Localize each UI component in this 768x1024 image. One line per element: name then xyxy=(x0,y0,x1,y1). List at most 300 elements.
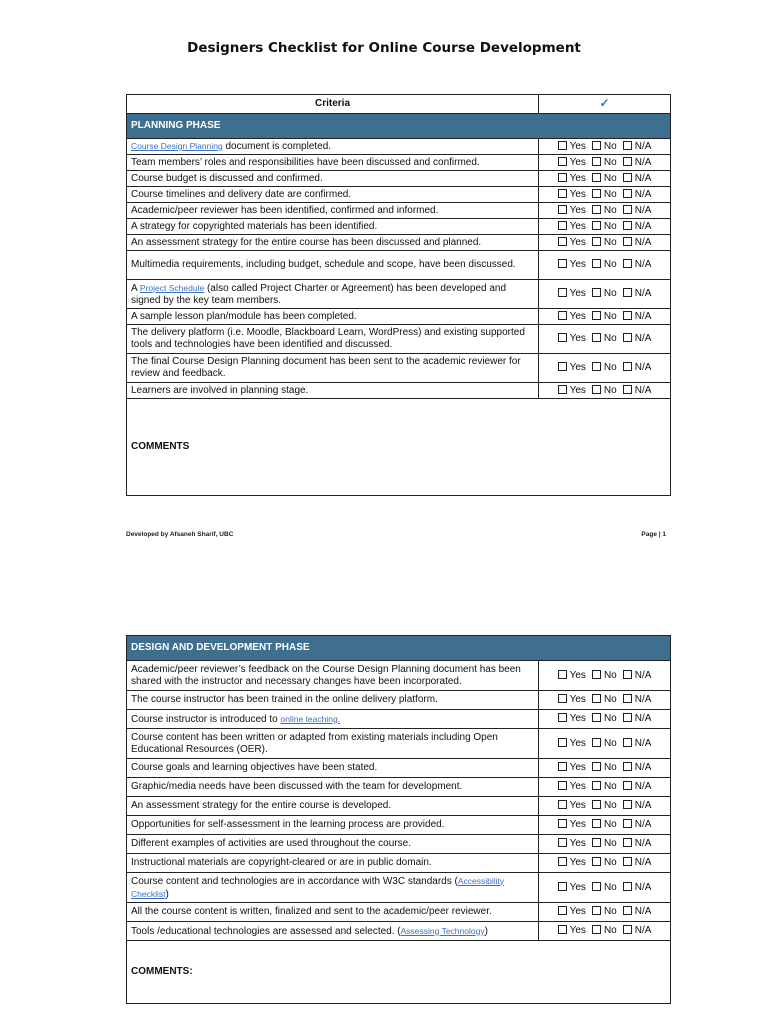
criterion-part: The final Course Design Planning document has been sent to the academic reviewer for review and feedback. xyxy=(131,356,521,379)
option-label: Yes xyxy=(569,925,586,936)
option-label: No xyxy=(603,762,617,773)
checkbox-icon[interactable] xyxy=(592,738,601,747)
criterion-part: The course instructor has been trained in the online delivery platform. xyxy=(131,694,438,705)
checkbox-icon[interactable] xyxy=(558,882,567,891)
checkbox-icon[interactable] xyxy=(558,925,567,934)
option-no-checkbox[interactable] xyxy=(592,385,617,396)
checkbox-icon[interactable] xyxy=(558,237,567,246)
checkbox-icon[interactable] xyxy=(558,157,567,166)
option-no-checkbox[interactable] xyxy=(592,857,617,868)
checkbox-icon[interactable] xyxy=(558,189,567,198)
option-label: N/A xyxy=(634,925,652,936)
checklist-row xyxy=(127,778,671,797)
option-no-checkbox[interactable] xyxy=(592,157,617,168)
option-no-checkbox[interactable] xyxy=(592,781,617,792)
option-yes-checkbox[interactable] xyxy=(558,738,586,749)
option-label: Yes xyxy=(569,188,586,200)
reference-link[interactable]: online teaching. xyxy=(280,713,341,724)
checkbox-icon[interactable] xyxy=(558,221,567,230)
option-no-checkbox[interactable] xyxy=(592,882,617,893)
option-label: No xyxy=(603,906,617,917)
criterion-part: Multimedia requirements, including budget, schedule and scope, have been discussed. xyxy=(131,259,516,270)
checkbox-icon[interactable] xyxy=(592,781,601,790)
option-yes-checkbox[interactable] xyxy=(558,882,586,893)
option-na-checkbox[interactable] xyxy=(623,157,652,168)
answer-options xyxy=(539,235,671,251)
option-label: Yes xyxy=(569,906,586,917)
checkbox-icon[interactable] xyxy=(558,857,567,866)
checkbox-icon[interactable] xyxy=(623,819,632,828)
checkbox-icon[interactable] xyxy=(558,362,567,371)
option-na-checkbox[interactable] xyxy=(623,333,652,344)
criterion-text xyxy=(127,139,539,155)
criterion-part: All the course content is written, finalized and sent to the academic/peer reviewer. xyxy=(131,906,492,917)
answer-options xyxy=(539,873,671,903)
checklist-row xyxy=(127,873,671,903)
checkbox-icon[interactable] xyxy=(558,288,567,297)
answer-options xyxy=(539,778,671,797)
checkmark-icon: ✓ xyxy=(599,96,610,110)
footer-author: Developed by Afsaneh Sharif, UBC xyxy=(126,531,234,538)
criterion-text xyxy=(127,354,539,383)
option-label: No xyxy=(603,384,617,396)
checkbox-icon[interactable] xyxy=(623,333,632,342)
comments-section-2 xyxy=(127,941,671,1004)
answer-options xyxy=(539,854,671,873)
option-label: No xyxy=(603,800,617,811)
option-no-checkbox[interactable] xyxy=(592,713,617,724)
option-label: Yes xyxy=(569,838,586,849)
criterion-text xyxy=(127,235,539,251)
checkbox-icon[interactable] xyxy=(592,221,601,230)
option-label: No xyxy=(603,737,617,749)
option-na-checkbox[interactable] xyxy=(623,670,652,681)
answer-options xyxy=(539,383,671,399)
option-label: Yes xyxy=(569,384,586,396)
option-na-checkbox[interactable] xyxy=(623,906,652,917)
option-na-checkbox[interactable] xyxy=(623,237,652,248)
option-no-checkbox[interactable] xyxy=(592,205,617,216)
checkbox-icon[interactable] xyxy=(623,857,632,866)
option-na-checkbox[interactable] xyxy=(623,362,652,373)
checkbox-icon[interactable] xyxy=(623,385,632,394)
option-no-checkbox[interactable] xyxy=(592,362,617,373)
checkbox-icon[interactable] xyxy=(558,694,567,703)
checkbox-icon[interactable] xyxy=(592,882,601,891)
checkbox-icon[interactable] xyxy=(623,221,632,230)
checkbox-icon[interactable] xyxy=(558,762,567,771)
checkbox-icon[interactable] xyxy=(623,205,632,214)
option-label: N/A xyxy=(634,384,652,396)
option-yes-checkbox[interactable] xyxy=(558,259,586,270)
option-label: Yes xyxy=(569,881,586,893)
criterion-text xyxy=(127,835,539,854)
checkbox-icon[interactable] xyxy=(558,311,567,320)
option-label: Yes xyxy=(569,236,586,248)
checklist-row xyxy=(127,203,671,219)
option-yes-checkbox[interactable] xyxy=(558,906,586,917)
option-label: N/A xyxy=(634,669,652,681)
checkbox-icon[interactable] xyxy=(558,800,567,809)
criterion-part: Tools /educational technologies are assessed and selected. ( xyxy=(131,925,401,937)
option-label: N/A xyxy=(634,819,652,830)
option-label: N/A xyxy=(634,838,652,849)
option-label: N/A xyxy=(634,857,652,868)
answer-options xyxy=(539,691,671,710)
checkbox-icon[interactable] xyxy=(558,385,567,394)
checkbox-icon[interactable] xyxy=(592,333,601,342)
checklist-row xyxy=(127,219,671,235)
checkbox-icon[interactable] xyxy=(592,205,601,214)
option-yes-checkbox[interactable] xyxy=(558,800,586,811)
checkbox-icon[interactable] xyxy=(592,362,601,371)
option-label: N/A xyxy=(634,156,652,168)
criterion-part: Opportunities for self-assessment in the learning process are provided. xyxy=(131,819,445,830)
option-label: N/A xyxy=(634,737,652,749)
option-label: No xyxy=(603,236,617,248)
checklist-row xyxy=(127,903,671,922)
option-yes-checkbox[interactable] xyxy=(558,221,586,232)
criterion-text xyxy=(127,171,539,187)
option-label: No xyxy=(603,259,617,270)
checkbox-icon[interactable] xyxy=(623,288,632,297)
checkbox-icon[interactable] xyxy=(558,173,567,182)
checkbox-icon[interactable] xyxy=(623,670,632,679)
reference-link[interactable]: Course Design Planning xyxy=(131,141,223,151)
option-no-checkbox[interactable] xyxy=(592,762,617,773)
checklist-row xyxy=(127,835,671,854)
option-yes-checkbox[interactable] xyxy=(558,781,586,792)
checkbox-icon[interactable] xyxy=(592,237,601,246)
checklist-row xyxy=(127,354,671,383)
checkbox-icon[interactable] xyxy=(592,259,601,268)
option-yes-checkbox[interactable] xyxy=(558,205,586,216)
answer-options xyxy=(539,171,671,187)
checkbox-icon[interactable] xyxy=(592,762,601,771)
checklist-row xyxy=(127,816,671,835)
checkbox-icon[interactable] xyxy=(623,694,632,703)
criterion-part: Course instructor is introduced to xyxy=(131,713,281,725)
option-na-checkbox[interactable] xyxy=(623,694,652,705)
option-label: N/A xyxy=(634,906,652,917)
option-no-checkbox[interactable] xyxy=(592,800,617,811)
checkbox-icon[interactable] xyxy=(592,800,601,809)
option-na-checkbox[interactable] xyxy=(623,925,652,936)
checkbox-icon[interactable] xyxy=(623,906,632,915)
checkbox-icon[interactable] xyxy=(558,838,567,847)
option-yes-checkbox[interactable] xyxy=(558,173,586,184)
checkbox-icon[interactable] xyxy=(558,906,567,915)
checkbox-icon[interactable] xyxy=(592,385,601,394)
checkbox-icon[interactable] xyxy=(558,713,567,722)
answer-options xyxy=(539,280,671,309)
checkbox-icon[interactable] xyxy=(623,800,632,809)
option-na-checkbox[interactable] xyxy=(623,189,652,200)
option-label: N/A xyxy=(634,333,652,344)
answer-options xyxy=(539,816,671,835)
checkbox-icon[interactable] xyxy=(592,288,601,297)
option-yes-checkbox[interactable] xyxy=(558,713,586,724)
option-label: Yes xyxy=(569,362,586,373)
criterion-part: A strategy for copyrighted materials has been identified. xyxy=(131,220,378,232)
comments-label: COMMENTS xyxy=(131,441,190,452)
option-no-checkbox[interactable] xyxy=(592,237,617,248)
checklist-row xyxy=(127,139,671,155)
checklist-row xyxy=(127,325,671,354)
option-no-checkbox[interactable] xyxy=(592,311,617,322)
option-no-checkbox[interactable] xyxy=(592,173,617,184)
checklist-row xyxy=(127,155,671,171)
checkmark-header xyxy=(539,95,671,114)
criterion-text xyxy=(127,778,539,797)
checkbox-icon[interactable] xyxy=(592,694,601,703)
option-label: No xyxy=(603,857,617,868)
option-label: No xyxy=(603,204,617,216)
checkbox-icon[interactable] xyxy=(592,906,601,915)
option-label: N/A xyxy=(634,188,652,200)
criterion-part: Academic/peer reviewer’s feedback on the Course Design Planning document has been shared with the instructor and necessary changes have been incorporated. xyxy=(131,663,521,687)
criterion-text xyxy=(127,325,539,354)
reference-link[interactable]: Project Schedule xyxy=(139,282,205,293)
checkbox-icon[interactable] xyxy=(623,882,632,891)
option-label: N/A xyxy=(634,362,652,373)
option-no-checkbox[interactable] xyxy=(592,670,617,681)
option-yes-checkbox[interactable] xyxy=(558,925,586,936)
option-label: N/A xyxy=(634,800,652,811)
option-label: No xyxy=(603,925,617,936)
option-yes-checkbox[interactable] xyxy=(558,311,586,322)
document-title: Designers Checklist for Online Course Development xyxy=(187,40,581,56)
option-label: N/A xyxy=(634,310,652,322)
option-na-checkbox[interactable] xyxy=(623,882,652,893)
checkbox-icon[interactable] xyxy=(558,141,567,150)
checkbox-icon[interactable] xyxy=(623,259,632,268)
checkbox-icon[interactable] xyxy=(592,713,601,722)
option-no-checkbox[interactable] xyxy=(592,189,617,200)
answer-options xyxy=(539,710,671,729)
checkbox-icon[interactable] xyxy=(558,819,567,828)
checkbox-icon[interactable] xyxy=(592,311,601,320)
option-na-checkbox[interactable] xyxy=(623,800,652,811)
option-na-checkbox[interactable] xyxy=(623,781,652,792)
option-no-checkbox[interactable] xyxy=(592,288,617,299)
checkbox-icon[interactable] xyxy=(592,838,601,847)
answer-options xyxy=(539,835,671,854)
option-label: Yes xyxy=(569,140,586,152)
option-no-checkbox[interactable] xyxy=(592,906,617,917)
option-label: Yes xyxy=(569,800,586,811)
checkbox-icon[interactable] xyxy=(623,157,632,166)
option-label: N/A xyxy=(634,881,652,893)
checklist-row xyxy=(127,309,671,325)
checklist-row xyxy=(127,922,671,941)
option-label: No xyxy=(603,362,617,373)
option-yes-checkbox[interactable] xyxy=(558,857,586,868)
criterion-part: An assessment strategy for the entire course has been discussed and planned. xyxy=(131,236,482,248)
option-na-checkbox[interactable] xyxy=(623,857,652,868)
option-label: No xyxy=(603,188,617,200)
option-label: Yes xyxy=(569,857,586,868)
option-yes-checkbox[interactable] xyxy=(558,362,586,373)
criterion-part: Course content has been written or adapted from existing materials including Open Educational Resources (OER). xyxy=(131,731,498,755)
option-na-checkbox[interactable] xyxy=(623,713,652,724)
option-label: Yes xyxy=(569,220,586,232)
criterion-text xyxy=(127,873,539,903)
planning-phase-header: PLANNING PHASE xyxy=(127,114,671,139)
checkbox-icon[interactable] xyxy=(623,738,632,747)
option-label: Yes xyxy=(569,172,586,184)
checkbox-icon[interactable] xyxy=(558,333,567,342)
option-label: N/A xyxy=(634,236,652,248)
option-na-checkbox[interactable] xyxy=(623,385,652,396)
criterion-part: (also called Project Charter or Agreement) has been developed and signed by the key team members. xyxy=(131,282,507,306)
option-na-checkbox[interactable] xyxy=(623,221,652,232)
criterion-part: Course goals and learning objectives have been stated. xyxy=(131,762,378,773)
option-label: Yes xyxy=(569,288,586,299)
option-yes-checkbox[interactable] xyxy=(558,189,586,200)
checkbox-icon[interactable] xyxy=(558,259,567,268)
option-label: N/A xyxy=(634,713,652,724)
design-phase-header: DESIGN AND DEVELOPMENT PHASE xyxy=(127,636,671,661)
design-checklist-table xyxy=(126,635,671,1004)
checklist-row xyxy=(127,729,671,759)
criterion-text xyxy=(127,759,539,778)
option-yes-checkbox[interactable] xyxy=(558,157,586,168)
criterion-part: Instructional materials are copyright-cleared or are in public domain. xyxy=(131,857,432,868)
criterion-text xyxy=(127,922,539,941)
checkbox-icon[interactable] xyxy=(592,173,601,182)
option-label: Yes xyxy=(569,694,586,705)
option-yes-checkbox[interactable] xyxy=(558,694,586,705)
option-label: N/A xyxy=(634,259,652,270)
reference-link[interactable]: Accessibility Checklist xyxy=(131,875,505,899)
criterion-text xyxy=(127,203,539,219)
option-label: N/A xyxy=(634,694,652,705)
option-label: Yes xyxy=(569,259,586,270)
option-yes-checkbox[interactable] xyxy=(558,762,586,773)
answer-options xyxy=(539,203,671,219)
answer-options xyxy=(539,309,671,325)
criterion-part: Learners are involved in planning stage. xyxy=(131,384,309,396)
checkbox-icon[interactable] xyxy=(623,925,632,934)
option-label: No xyxy=(603,881,617,893)
option-label: N/A xyxy=(634,762,652,773)
option-na-checkbox[interactable] xyxy=(623,205,652,216)
reference-link[interactable]: Assessing Technology xyxy=(400,925,485,936)
option-no-checkbox[interactable] xyxy=(592,694,617,705)
checkbox-icon[interactable] xyxy=(623,237,632,246)
criterion-part: Course timelines and delivery date are confirmed. xyxy=(131,188,352,200)
checkbox-icon[interactable] xyxy=(623,362,632,371)
checklist-row xyxy=(127,797,671,816)
option-label: No xyxy=(603,333,617,344)
option-yes-checkbox[interactable] xyxy=(558,288,586,299)
checkbox-icon[interactable] xyxy=(558,781,567,790)
option-no-checkbox[interactable] xyxy=(592,333,617,344)
checkbox-icon[interactable] xyxy=(623,173,632,182)
criterion-part: Different examples of activities are used throughout the course. xyxy=(131,838,411,849)
answer-options xyxy=(539,797,671,816)
checkbox-icon[interactable] xyxy=(592,157,601,166)
option-na-checkbox[interactable] xyxy=(623,259,652,270)
checkbox-icon[interactable] xyxy=(623,713,632,722)
answer-options xyxy=(539,729,671,759)
criterion-text xyxy=(127,729,539,759)
checklist-row xyxy=(127,661,671,691)
option-na-checkbox[interactable] xyxy=(623,311,652,322)
checkbox-icon[interactable] xyxy=(623,189,632,198)
checkbox-icon[interactable] xyxy=(623,781,632,790)
option-label: N/A xyxy=(634,172,652,184)
option-no-checkbox[interactable] xyxy=(592,838,617,849)
checkbox-icon[interactable] xyxy=(592,189,601,198)
option-label: No xyxy=(603,694,617,705)
option-yes-checkbox[interactable] xyxy=(558,141,586,152)
checkbox-icon[interactable] xyxy=(623,838,632,847)
option-na-checkbox[interactable] xyxy=(623,819,652,830)
checkbox-icon[interactable] xyxy=(592,819,601,828)
option-yes-checkbox[interactable] xyxy=(558,237,586,248)
checkbox-icon[interactable] xyxy=(623,311,632,320)
answer-options xyxy=(539,903,671,922)
option-na-checkbox[interactable] xyxy=(623,288,652,299)
checkbox-icon[interactable] xyxy=(592,670,601,679)
option-yes-checkbox[interactable] xyxy=(558,670,586,681)
option-no-checkbox[interactable] xyxy=(592,221,617,232)
checklist-row xyxy=(127,251,671,280)
criterion-text xyxy=(127,710,539,729)
criteria-header: Criteria xyxy=(127,95,539,114)
option-yes-checkbox[interactable] xyxy=(558,333,586,344)
option-no-checkbox[interactable] xyxy=(592,259,617,270)
option-na-checkbox[interactable] xyxy=(623,738,652,749)
checkbox-icon[interactable] xyxy=(623,141,632,150)
option-label: No xyxy=(603,288,617,299)
option-yes-checkbox[interactable] xyxy=(558,838,586,849)
option-no-checkbox[interactable] xyxy=(592,141,617,152)
option-label: Yes xyxy=(569,310,586,322)
checkbox-icon[interactable] xyxy=(623,762,632,771)
option-label: No xyxy=(603,669,617,681)
checkbox-icon[interactable] xyxy=(592,141,601,150)
option-label: Yes xyxy=(569,333,586,344)
option-na-checkbox[interactable] xyxy=(623,838,652,849)
checkbox-icon[interactable] xyxy=(558,670,567,679)
option-label: Yes xyxy=(569,713,586,724)
option-no-checkbox[interactable] xyxy=(592,738,617,749)
option-label: Yes xyxy=(569,819,586,830)
option-na-checkbox[interactable] xyxy=(623,141,652,152)
criterion-text xyxy=(127,797,539,816)
option-yes-checkbox[interactable] xyxy=(558,819,586,830)
option-no-checkbox[interactable] xyxy=(592,819,617,830)
checkbox-icon[interactable] xyxy=(592,857,601,866)
checklist-row xyxy=(127,691,671,710)
checkbox-icon[interactable] xyxy=(592,925,601,934)
option-no-checkbox[interactable] xyxy=(592,925,617,936)
checkbox-icon[interactable] xyxy=(558,738,567,747)
option-yes-checkbox[interactable] xyxy=(558,385,586,396)
option-label: No xyxy=(603,310,617,322)
criterion-part: ) xyxy=(484,925,488,937)
criterion-text xyxy=(127,816,539,835)
criterion-part: A sample lesson plan/module has been completed. xyxy=(131,310,357,322)
option-na-checkbox[interactable] xyxy=(623,173,652,184)
checklist-row xyxy=(127,171,671,187)
criterion-part: Course budget is discussed and confirmed. xyxy=(131,172,323,184)
option-na-checkbox[interactable] xyxy=(623,762,652,773)
checkbox-icon[interactable] xyxy=(558,205,567,214)
